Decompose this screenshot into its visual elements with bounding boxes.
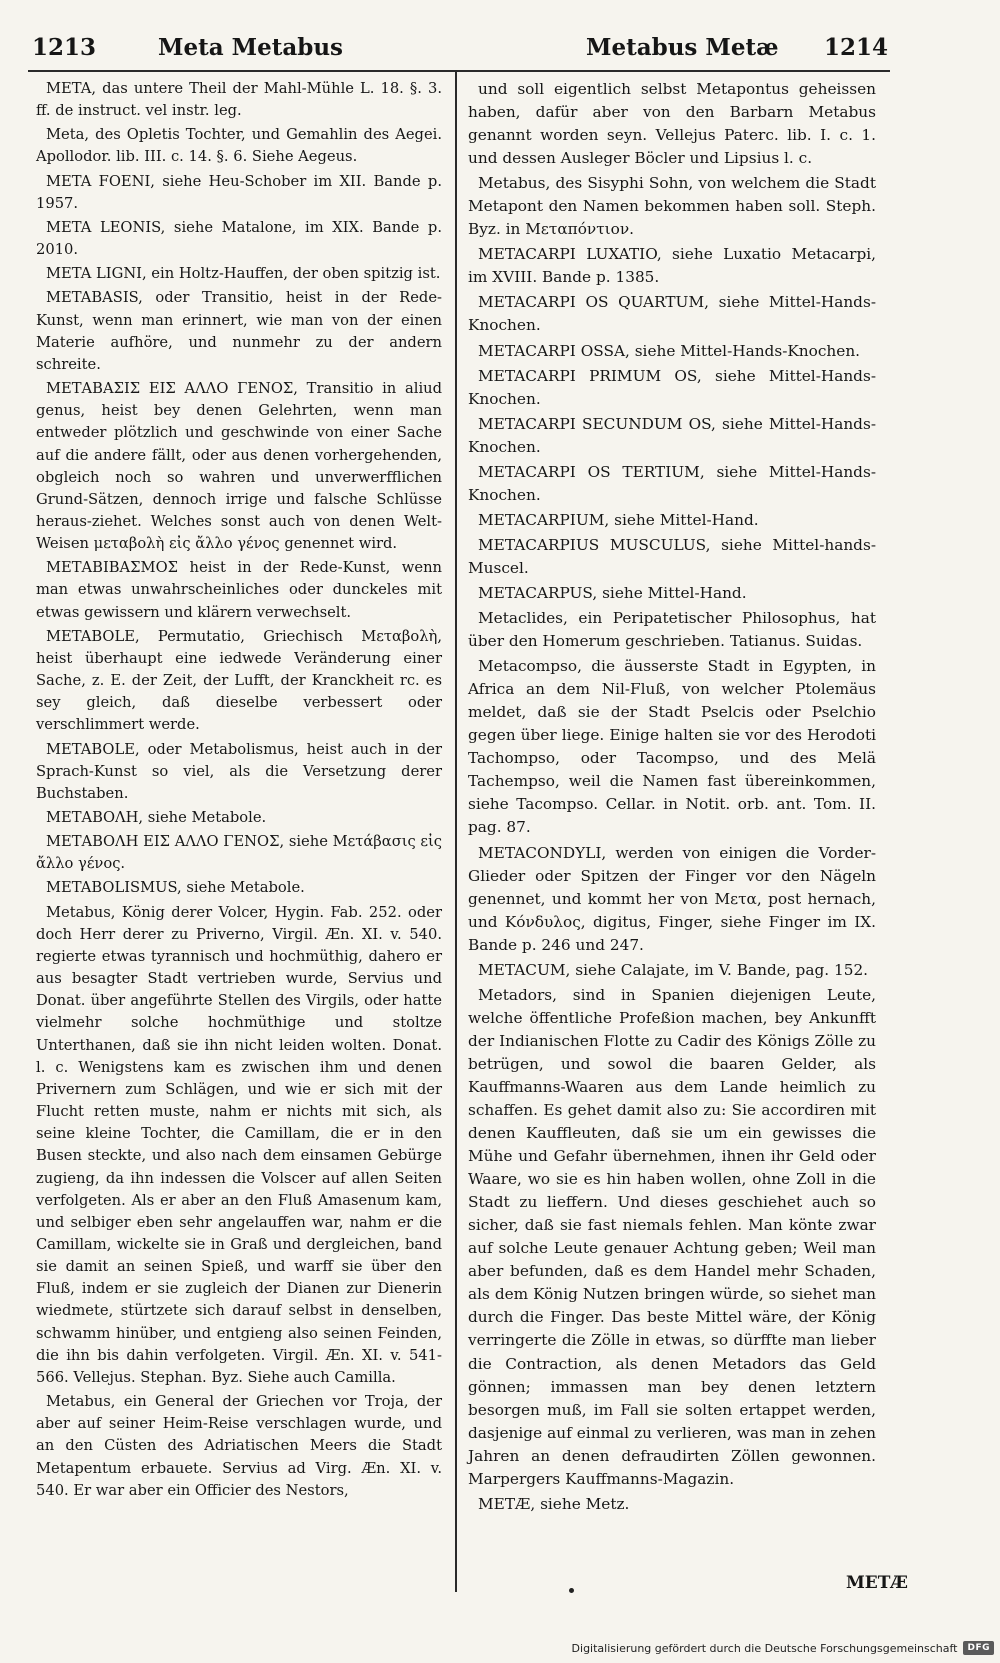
dictionary-entry: METABASIS, oder Transitio, heist in der Rede-Kunst, wenn man erinnert, wie man von der einen Materie aufhöre, und nunmehr zu der andern schreite. [36, 289, 442, 373]
dictionary-entry: ΜΕΤΑΒΙΒΑΣΜΟΣ heist in der Rede-Kunst, wenn man etwas unwahrscheinliches oder dunckeles mit etwas gewissern und klärern verwechselt. [36, 559, 442, 621]
dictionary-entry: Metabus, ein General der Griechen vor Troja, der aber auf seiner Heim-Reise verschlagen wurde, und an den Cüsten des Adriatischen Meers die Stadt Metapentum erbauete. Servius ad Virg. Æn. XI. v. 540. Er war aber ein Officier des Nestors, [36, 1393, 442, 1499]
dictionary-entry: Meta, des Opletis Tochter, und Gemahlin des Aegei. Apollodor. lib. III. c. 14. §. 6. Siehe Aegeus. [36, 126, 442, 166]
dictionary-entry: METACARPI OS TERTIUM, siehe Mittel-Hands-Knochen. [468, 462, 876, 504]
dictionary-entry: METABOLISMUS, siehe Metabole. [46, 879, 305, 897]
ink-dot [569, 1588, 574, 1593]
dictionary-entry: METACARPI OSSA, siehe Mittel-Hands-Knochen. [478, 341, 861, 360]
dictionary-entry: METACARPI LUXATIO, siehe Luxatio Metacarpi, im XVIII. Bande p. 1385. [468, 245, 876, 287]
footer-credit: Digitalisierung gefördert durch die Deutsche Forschungsgemeinschaft [571, 1641, 958, 1655]
dictionary-entry: METACARPI SECUNDUM OS, siehe Mittel-Hands-Knochen. [468, 414, 876, 456]
dictionary-entry: Metadors, sind in Spanien diejenigen Leute, welche öffentliche Profeßion machen, bey Ankunfft der Indianischen Flotte zu Cadir des Königs Zölle zu betrügen, und sowol die baaren Gelder, als Kauffmanns-Waaren aus dem Lande heimlich zu schaffen. Es gehet damit also zu: Sie accordiren mit denen Kauffleuten, daß sie um ein gewisses die Mühe und Gefahr übernehmen, ihnen ihr Geld oder Waare, wo sie es hin haben wollen, ohne Zoll in die Stadt zu lieffern. Und dieses geschiehet auch so sicher, daß sie fast niemals fehlen. Man könte zwar auf solche Leute genauer Achtung geben; Weil man aber befunden, daß es dem Handel mehr Schaden, als dem König Nutzen bringen würde, so siehet man durch die Finger. Das beste Mittel wäre, der König verringerte die Zölle in etwas, so dürffte man lieber die Contraction, als denen Metadors das Geld gönnen; immassen man bey denen letztern besorgen muß, im Fall sie solten ertappet werden, dasjenige auf einmal zu verlieren, was man in zehen Jahren an denen defraudirten Zöllen gewonnen. Marpergers Kauffmanns-Magazin. [468, 985, 876, 1488]
dictionary-entry: Metabus, des Sisyphi Sohn, von welchem die Stadt Metapont den Namen bekommen haben soll. Steph. Byz. in Μεταπόντιον. [468, 174, 876, 239]
dictionary-entry: METACARPUS, siehe Mittel-Hand. [478, 583, 747, 602]
left-column [36, 78, 442, 1504]
dictionary-entry: ΜΕΤΑΒΟΛΗ, siehe Metabole. [46, 809, 267, 826]
dfg-logo: DFG [963, 1641, 994, 1655]
left-running-title: Meta Metabus [158, 34, 343, 61]
left-page-number: 1213 [32, 34, 97, 61]
dictionary-entry: META, das untere Theil der Mahl-Mühle L. 18. §. 3. ff. de instruct. vel instr. leg. [36, 80, 442, 120]
dictionary-entry: METACARPIUM, siehe Mittel-Hand. [478, 510, 759, 529]
dictionary-entry: METACARPIUS MUSCULUS, siehe Mittel-hands-Muscel. [468, 535, 876, 577]
dictionary-entry: METÆ, siehe Metz. [478, 1494, 630, 1513]
running-header [22, 34, 888, 66]
dictionary-entry: METABOLE, Permutatio, Griechisch Μεταβολὴ, heist überhaupt eine iedwede Veränderung einer Sache, z. E. der Zeit, der Lufft, der Kranckheit rc. es sey gleich, daß dieselbe verbessert oder verschlimmert werde. [36, 627, 442, 734]
dictionary-entry: ΜΕΤΑΒΑΣΙΣ ΕΙΣ ΑΛΛΟ ΓΕΝΟΣ, Transitio in aliud genus, heist bey denen Gelehrten, wenn man entweder plötzlich und geschwinde von einer Sache auf die andere fällt, oder aus denen vorhergehenden, obgleich noch so wahren und unverwerfflichen Grund-Sätzen, dennoch irrige und falsche Schlüsse heraus-ziehet. Welches sonst auch von denen Welt-Weisen μεταβολὴ εἰς ἄλλο γένος genennet wird. [36, 380, 442, 553]
dictionary-entry: Metaclides, ein Peripatetischer Philosophus, hat über den Homerum geschrieben. Tatianus. Suidas. [468, 609, 876, 651]
right-running-title: Metabus Metæ [586, 34, 779, 61]
dictionary-entry: Metabus, König derer Volcer, Hygin. Fab. 252. oder doch Herr derer zu Priverno, Virgil. Æn. XI. v. 540. regierte etwas tyrannisch und hochmüthig, dahero er aus besagter Stadt vertrieben wurde, Servius und Donat. über angeführte Stellen des Virgils, oder hatte vielmehr solche hochmüthige und stoltze Unterthanen, daß sie ihn nicht leiden wolten. Donat. l. c. Wenigstens kam es zwischen ihm und denen Privernern zum Schlägen, und wie er sich mit der Flucht retten muste, nahm er nichts mit sich, als seine kleine Tochter, die Camillam, die er in den Busen steckte, und also nach dem einsamen Gebürge zugieng, da ihn indessen die Volscer auf allen Seiten verfolgeten. Als er aber an den Fluß Amasenum kam, und selbiger eben sehr angelauffen war, nahm er die Camillam, wickelte sie in Graß und dergleichen, band sie damit an seinen Spieß, und warff sie über den Fluß, indem er sie zugleich der Dianen zur Dienerin wiedmete, stürtzete sich darauf selbst in denselben, schwamm hinüber, und entgieng also seinen Feinden, die ihn bis dahin verfolgeten. Virgil. Æn. XI. v. 541-566. Vellejus. Stephan. Byz. Siehe auch Camilla. [36, 903, 442, 1386]
dictionary-entry: META LEONIS, siehe Matalone, im XIX. Bande p. 2010. [36, 218, 442, 259]
column-divider [455, 72, 457, 1592]
dictionary-entry: METABOLE, oder Metabolismus, heist auch in der Sprach-Kunst so viel, als die Versetzung derer Buchstaben. [36, 740, 442, 802]
catchword: METÆ [845, 1573, 908, 1593]
dictionary-entry: Metacompso, die äusserste Stadt in Egypten, in Africa an dem Nil-Fluß, von welcher Ptolemäus meldet, daß sie der Stadt Pselcis oder Pselchio gegen über liege. Einige halten sie vor des Herodoti Tachompso, oder Tacompso, und des Melä Tachempso, weil die Namen fast übereinkommen, siehe Tacompso. Cellar. in Notit. orb. ant. Tom. II. pag. 87. [468, 657, 876, 837]
right-column [468, 78, 876, 1518]
header-rule [28, 70, 890, 72]
dictionary-entry: METACONDYLI, werden von einigen die Vorder-Glieder oder Spitzen der Finger vor den Nägeln genennet, und kommt her von Μετα, post hernach, und Κόνδυλος, digitus, Finger, siehe Finger im IX. Bande p. 246 und 247. [468, 843, 876, 954]
dictionary-entry: META FOENI, siehe Heu-Schober im XII. Bande p. 1957. [36, 172, 442, 212]
dictionary-entry: META LIGNI, ein Holtz-Hauffen, der oben spitzig ist. [46, 265, 441, 283]
dictionary-entry: und soll eigentlich selbst Metapontus geheissen haben, dafür aber von den Barbarn Metabus genannt worden seyn. Vellejus Paterc. lib. I. c. 1. und dessen Ausleger Böcler und Lipsius l. c. [468, 80, 876, 168]
dictionary-entry: METACUM, siehe Calajate, im V. Bande, pag. 152. [478, 960, 869, 979]
right-page-number: 1214 [823, 34, 888, 61]
dictionary-entry: ΜΕΤΑΒΟΛΗ ΕΙΣ ΑΛΛΟ ΓΕΝΟΣ, siehe Μετάβασις εἰς ἄλλο γένος. [36, 833, 442, 873]
footer [572, 1639, 994, 1657]
dictionary-entry: METACARPI OS QUARTUM, siehe Mittel-Hands-Knochen. [468, 293, 876, 335]
dictionary-entry: METACARPI PRIMUM OS, siehe Mittel-Hands-Knochen. [468, 366, 876, 408]
